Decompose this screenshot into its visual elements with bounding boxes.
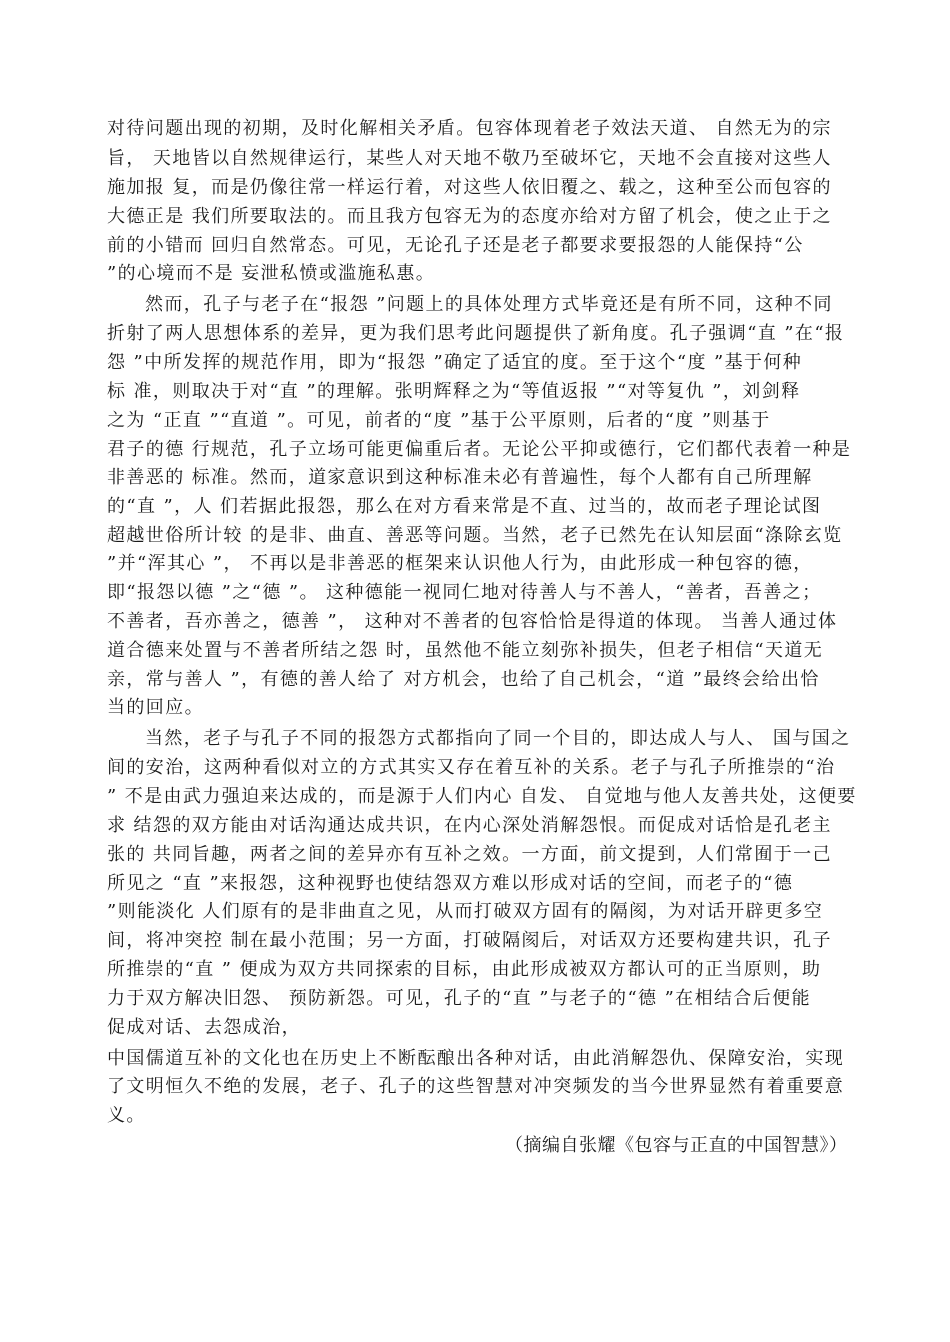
paragraph-3-line-4: 求 结怨的双方能由对话沟通达成共识，在内心深处消解怨恨。而促成对话恰是孔老主 bbox=[107, 815, 832, 836]
paragraph-3-line-9: 所推崇的“直 ” 便成为双方共同探索的目标，由此形成被双方都认可的正当原则，助 bbox=[107, 959, 822, 980]
paragraph-2-line-10: ”并“浑其心 ”， 不再以是非善恶的框架来认识他人行为，由此形成一种包容的德， bbox=[107, 553, 813, 574]
paragraph-3-line-11: 促成对话、去怨成治， bbox=[107, 1017, 301, 1038]
paragraph-1-line-4: 大德正是 我们所要取法的。而且我方包容无为的态度亦给对方留了机会，使之止于之 bbox=[107, 206, 832, 227]
paragraph-3-line-3: ” 不是由武力强迫来达成的，而是源于人们内心 自发、 自觉地与他人友善共处，这便要 bbox=[107, 786, 857, 807]
paragraph-2-line-11: 即“报怨以德 ”之“德 ”。 这种德能一视同仁地对待善人与不善人，“善者，吾善之； bbox=[107, 582, 822, 603]
paragraph-1-line-1: 对待问题出现的初期，及时化解相关矛盾。包容体现着老子效法天道、 自然无为的宗 bbox=[107, 118, 832, 139]
paragraph-1-line-5: 前的小错而 回归自然常态。可见，无论孔子还是老子都要求要报怨的人能保持“公 bbox=[107, 235, 804, 256]
source-attribution: （摘编自张耀《包容与正直的中国智慧》） bbox=[505, 1135, 848, 1156]
paragraph-1-line-2: 旨， 天地皆以自然规律运行，某些人对天地不敬乃至破坏它，天地不会直接对这些人 bbox=[107, 148, 832, 169]
paragraph-3-line-6: 所见之 “直 ”来报怨，这种视野也使结怨双方难以形成对话的空间，而老子的“德 bbox=[107, 873, 794, 894]
paragraph-3-line-10: 力于双方解决旧怨、 预防新怨。可见，孔子的“直 ”与老子的“德 ”在相结合后便能 bbox=[107, 988, 811, 1009]
paragraph-2-line-9: 超越世俗所计较 的是非、曲直、善恶等问题。当然，老子已然先在认知层面“涤除玄览 bbox=[107, 525, 843, 546]
paragraph-2-line-15: 当的回应。 bbox=[107, 697, 204, 718]
paragraph-4-line-3: 义。 bbox=[107, 1105, 146, 1126]
paragraph-3-line-5: 张的 共同旨趣，两者之间的差异亦有互补之效。一方面，前文提到，人们常囿于一己 bbox=[107, 844, 832, 865]
paragraph-4-line-2: 了文明恒久不绝的发展，老子、孔子的这些智慧对冲突频发的当今世界显然有着重要意 bbox=[107, 1076, 845, 1097]
paragraph-2-line-4: 标 准，则取决于对“直 ”的理解。张明辉释之为“等值返报 ”“对等复仇 ”，刘剑释 bbox=[107, 381, 801, 402]
paragraph-2-line-1: 然而，孔子与老子在“报怨 ”问题上的具体处理方式毕竟还是有所不同，这种不同 bbox=[145, 294, 833, 315]
paragraph-4-line-1: 中国儒道互补的文化也在历史上不断酝酿出各种对话，由此消解怨仇、保障安治，实现 bbox=[107, 1048, 845, 1069]
paragraph-2-line-14: 亲，常与善人 ”，有德的善人给了 对方机会，也给了自己机会，“道 ”最终会给出恰 bbox=[107, 669, 820, 690]
paragraph-2-line-8: 的“直 ”，人 们若据此报怨，那么在对方看来常是不直、过当的，故而老子理论试图 bbox=[107, 496, 822, 517]
paragraph-3-line-7: ”则能淡化 人们原有的是非曲直之见，从而打破双方固有的隔阂，为对话开辟更多空 bbox=[107, 901, 824, 922]
paragraph-3-line-1: 当然，老子与孔子不同的报怨方式都指向了同一个目的，即达成人与人、 国与国之 bbox=[145, 728, 851, 749]
paragraph-2-line-3: 怨 ”中所发挥的规范作用，即为“报怨 ”确定了适宜的度。至于这个“度 ”基于何种 bbox=[107, 352, 803, 373]
paragraph-2-line-13: 道合德来处置与不善者所结之怨 时，虽然他不能立刻弥补损失，但老子相信“天道无 bbox=[107, 640, 824, 661]
paragraph-3-line-8: 间，将冲突控 制在最小范围；另一方面，打破隔阂后，对话双方还要构建共识，孔子 bbox=[107, 930, 832, 951]
paragraph-3-line-2: 间的安治，这两种看似对立的方式其实又存在着互补的关系。老子与孔子所推崇的“治 bbox=[107, 757, 836, 778]
paragraph-2-line-5: 之为 “正直 ”“直道 ”。可见，前者的“度 ”基于公平原则，后者的“度 ”则基于 bbox=[107, 410, 771, 431]
paragraph-2-line-6: 君子的德 行规范，孔子立场可能更偏重后者。无论公平抑或德行，它们都代表着一种是 bbox=[107, 439, 852, 460]
paragraph-2-line-12: 不善者，吾亦善之，德善 ”， 这种对不善者的包容恰恰是得道的体现。 当善人通过体 bbox=[107, 611, 838, 632]
paragraph-1-line-3: 施加报 复，而是仍像往常一样运行着，对这些人依旧覆之、载之，这种至公而包容的 bbox=[107, 177, 832, 198]
paragraph-2-line-2: 折射了两人思想体系的差异，更为我们思考此问题提供了新角度。孔子强调“直 ”在“报 bbox=[107, 323, 845, 344]
paragraph-2-line-7: 非善恶的 标准。然而，道家意识到这种标准未必有普遍性，每个人都有自己所理解 bbox=[107, 467, 813, 488]
paragraph-1-line-6: ”的心境而不是 妄泄私愤或滥施私惠。 bbox=[107, 263, 436, 284]
